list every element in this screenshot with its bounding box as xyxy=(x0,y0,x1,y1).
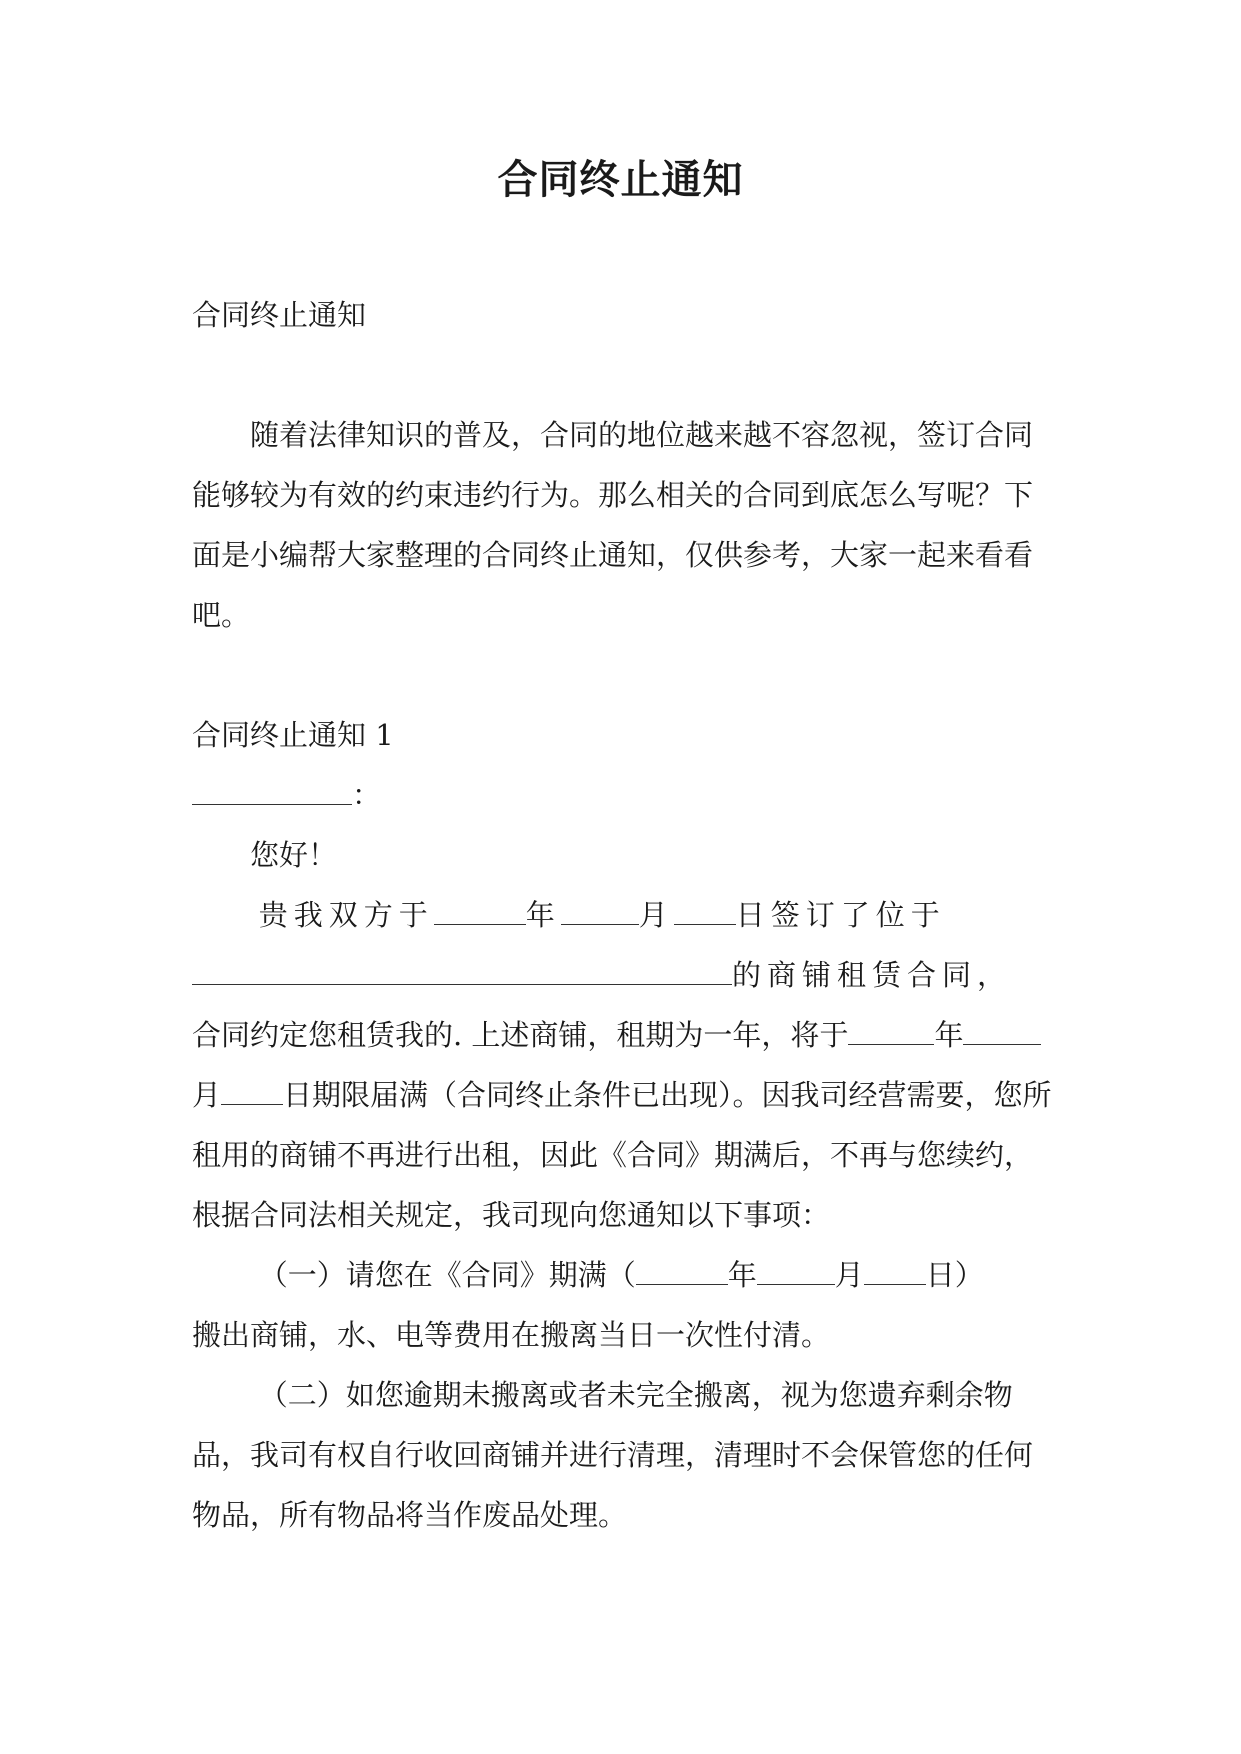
spacer xyxy=(192,645,1052,705)
paragraph-1-rest xyxy=(192,1005,1052,1245)
text: 日） xyxy=(925,1258,984,1292)
section-heading: 合同终止通知 1 xyxy=(192,718,394,752)
text: 日期限届满（合同终止条件已出现）。因我司经营需要，您所租用的商铺不再进行出租，因此《合同》期满后，不再与您续约，根据合同法相关规定，我司现向您通知以下事项： xyxy=(192,1078,1052,1232)
text: 日签订了位于 xyxy=(735,898,946,932)
month-blank[interactable] xyxy=(561,900,639,925)
intro-paragraph: 随着法律知识的普及，合同的地位越来越不容忽视，签订合同能够较为有效的约束违约行为。那么相关的合同到底怎么写呢？下面是小编帮大家整理的合同终止通知，仅供参考，大家一起来看看吧。 xyxy=(192,418,1034,632)
text: 月 xyxy=(834,1258,864,1292)
text: 的商铺租赁合同， xyxy=(732,958,1013,992)
day-blank[interactable] xyxy=(674,900,736,925)
moveout-year-blank[interactable] xyxy=(636,1260,728,1285)
spacer xyxy=(192,345,1052,405)
paragraph-1-line-1 xyxy=(192,885,1052,945)
recipient-blank[interactable] xyxy=(192,780,352,805)
item-1-line-1 xyxy=(192,1245,1052,1305)
document-title: 合同终止通知 xyxy=(497,157,744,203)
greeting: 您好！ xyxy=(250,838,338,872)
expiry-month-blank[interactable] xyxy=(963,1020,1041,1045)
text: 月 xyxy=(638,898,674,932)
expiry-year-blank[interactable] xyxy=(848,1020,934,1045)
expiry-day-blank[interactable] xyxy=(221,1080,283,1105)
text: 月 xyxy=(192,1078,222,1112)
recipient-line xyxy=(192,765,1052,825)
year-blank[interactable] xyxy=(434,900,526,925)
text: 年 xyxy=(727,1258,757,1292)
document-body xyxy=(192,285,1052,1545)
item-2: （二）如您逾期未搬离或者未完全搬离，视为您遗弃剩余物品，我司有权自行收回商铺并进行清理，清理时不会保管您的任何物品，所有物品将当作废品处理。 xyxy=(192,1378,1034,1532)
text: 贵我双方于 xyxy=(258,898,434,932)
text: （一）请您在《合同》期满（ xyxy=(258,1258,636,1292)
item-1-line-2: 搬出商铺，水、电等费用在搬离当日一次性付清。 xyxy=(192,1318,831,1352)
paragraph-1-line-2 xyxy=(192,945,1052,1005)
text: 年 xyxy=(525,898,561,932)
text: 合同约定您租赁我的. 上述商铺，租期为一年，将于 xyxy=(192,1018,849,1052)
moveout-month-blank[interactable] xyxy=(757,1260,835,1285)
location-blank[interactable] xyxy=(192,960,732,985)
subtitle: 合同终止通知 xyxy=(192,298,367,332)
recipient-colon: ： xyxy=(352,778,382,812)
text: 年 xyxy=(934,1018,964,1052)
moveout-day-blank[interactable] xyxy=(864,1260,926,1285)
